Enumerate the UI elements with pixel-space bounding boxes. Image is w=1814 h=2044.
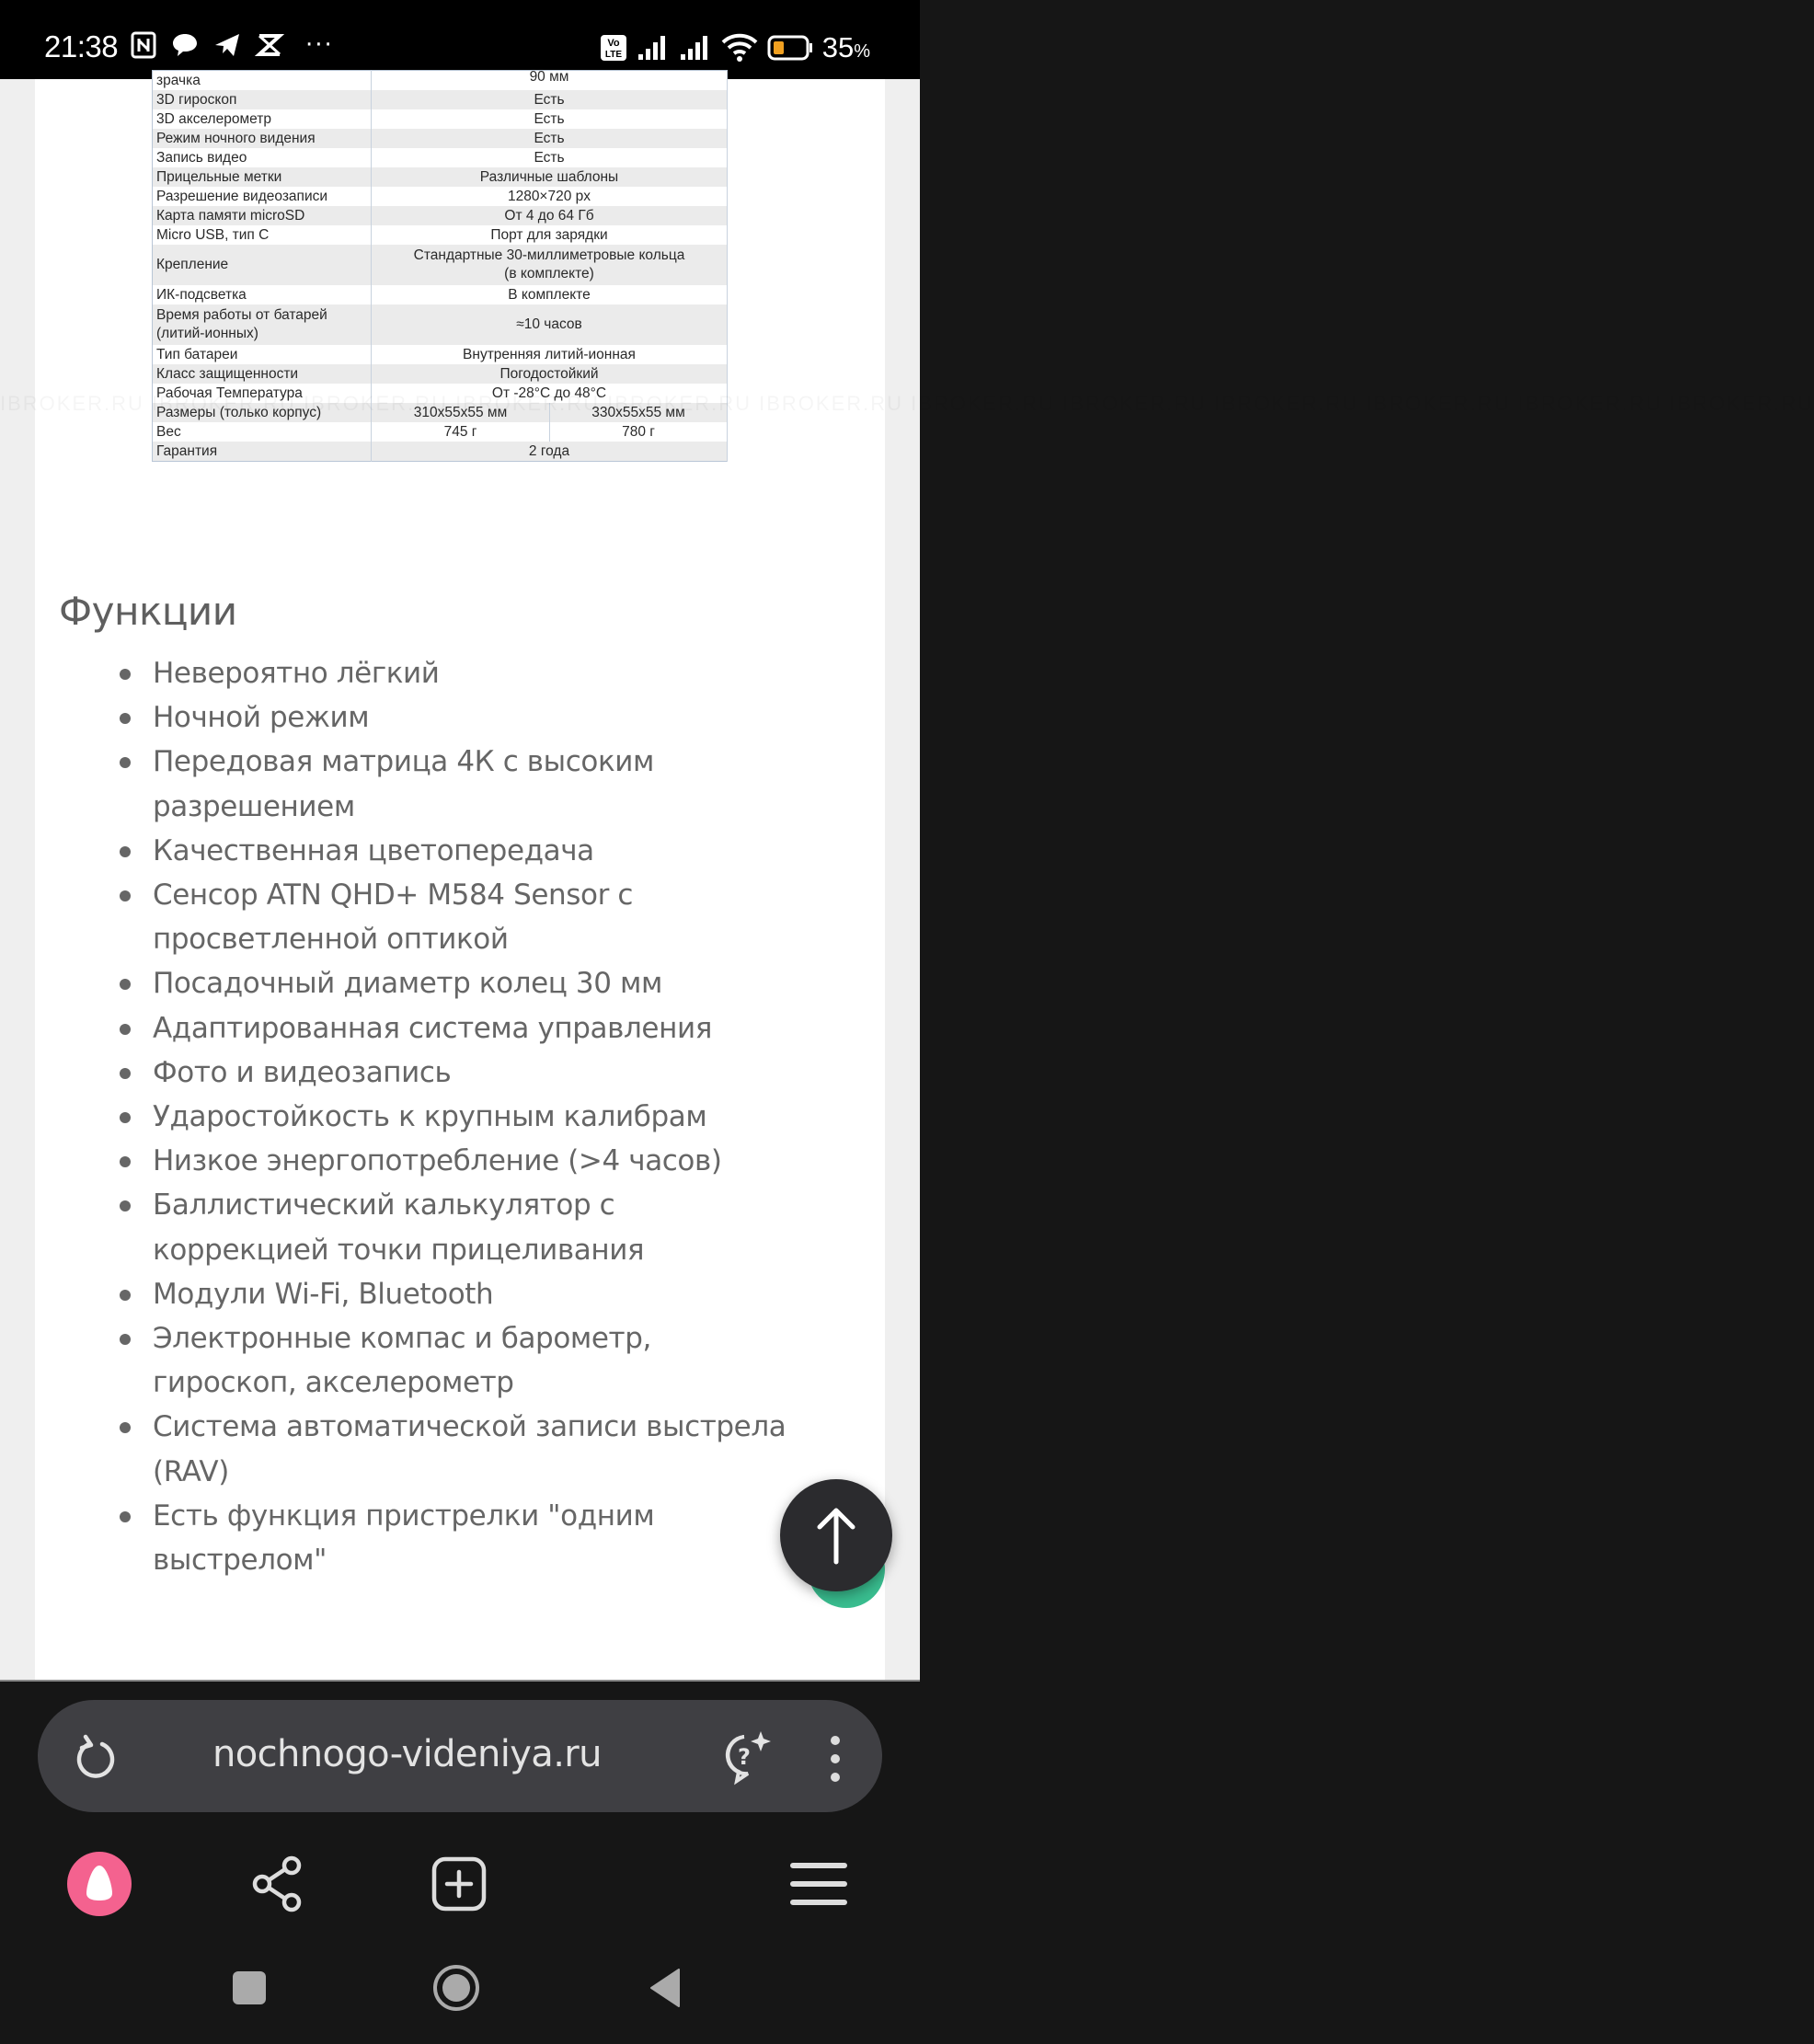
- plus-square-icon: [431, 1856, 487, 1912]
- main-menu-button[interactable]: [782, 1829, 855, 1939]
- recents-square-icon: [231, 1969, 268, 2006]
- home-circle-icon: [432, 1964, 480, 2012]
- table-row: Размеры (только корпус) 310x55x55 мм 330x55x55 мм: [153, 403, 728, 422]
- signal-1-icon: [637, 34, 670, 62]
- svg-text:Vo: Vo: [607, 38, 620, 49]
- list-item: Низкое энергопотребление (>4 часов): [153, 1139, 797, 1183]
- table-row: Разрешение видеозаписи 1280×720 px: [153, 187, 728, 206]
- list-item: Есть функция пристрелки "одним выстрелом": [153, 1494, 797, 1582]
- list-item: Адаптированная система управления: [153, 1006, 797, 1051]
- list-item: Баллистический калькулятор с коррекцией точки прицеливания: [153, 1183, 797, 1271]
- list-item: Передовая матрица 4К с высоким разрешением: [153, 740, 797, 828]
- list-item: Ночной режим: [153, 695, 797, 740]
- share-icon: [250, 1855, 305, 1913]
- share-button[interactable]: [241, 1829, 315, 1939]
- chat-bubble-icon: [171, 32, 199, 58]
- hamburger-icon: [790, 1861, 847, 1907]
- list-item: Фото и видеозапись: [153, 1051, 797, 1095]
- browser-toolbar: [0, 1829, 920, 1939]
- table-row: Гарантия 2 года: [153, 442, 728, 462]
- list-item: Невероятно лёгкий: [153, 651, 797, 695]
- ai-assistant-icon[interactable]: [717, 1728, 775, 1786]
- alice-icon: [66, 1851, 132, 1917]
- alice-assistant-button[interactable]: [63, 1829, 136, 1939]
- watermark: [0, 392, 920, 416]
- status-bar: [0, 0, 920, 79]
- recents-button[interactable]: [203, 1932, 295, 2044]
- battery-percent: 35%: [821, 31, 870, 63]
- table-row: Класс защищенности Погодостойкий: [153, 364, 728, 384]
- list-item: Ударостойкость к крупным калибрам: [153, 1095, 797, 1139]
- url-text[interactable]: nochnogo-videniya.ru: [212, 1733, 602, 1775]
- svg-text:LTE: LTE: [604, 50, 622, 60]
- system-icons: [600, 31, 870, 64]
- features-heading: Функции: [59, 589, 237, 634]
- table-row: Карта памяти microSD От 4 до 64 Гб: [153, 206, 728, 225]
- table-row: Прицельные метки Различные шаблоны: [153, 167, 728, 187]
- list-item: Посадочный диаметр колец 30 мм: [153, 961, 797, 1005]
- signal-2-icon: [679, 34, 712, 62]
- table-row: зрачка 90 мм: [153, 71, 728, 91]
- table-row: 3D гироскоп Есть: [153, 90, 728, 109]
- more-notifications-icon: ···: [305, 31, 334, 59]
- battery-icon: [767, 34, 813, 62]
- svg-text:?: ?: [738, 1744, 751, 1770]
- table-row: Запись видео Есть: [153, 148, 728, 167]
- system-navigation-bar: [0, 1932, 920, 2044]
- nfc-icon: [131, 31, 156, 59]
- features-list: [153, 651, 797, 1582]
- table-row: Крепление Стандартные 30-миллиметровые кольца (в комплекте): [153, 245, 728, 285]
- back-button[interactable]: [620, 1932, 712, 2044]
- table-row: ИК-подсветка В комплекте: [153, 285, 728, 304]
- arrow-up-icon: [814, 1507, 858, 1564]
- kebab-menu-icon[interactable]: [821, 1731, 849, 1786]
- table-row: 3D акселерометр Есть: [153, 109, 728, 129]
- volte-icon: [600, 34, 627, 62]
- table-row: Micro USB, тип C Порт для зарядки: [153, 225, 728, 245]
- table-row: Тип батареи Внутренняя литий-ионная: [153, 345, 728, 364]
- telegram-icon: [213, 32, 241, 58]
- capcut-icon: [256, 32, 283, 58]
- table-row: Время работы от батарей (литий-ионных) ≈10 часов: [153, 304, 728, 345]
- list-item: Сенсор ATN QHD+ M584 Sensor с просветленной оптикой: [153, 873, 797, 961]
- address-bar[interactable]: [38, 1700, 882, 1812]
- list-item: Система автоматической записи выстрела (RAV): [153, 1405, 797, 1493]
- reload-icon[interactable]: [71, 1733, 122, 1785]
- new-tab-button[interactable]: [422, 1829, 496, 1939]
- clock: 21:38: [44, 29, 119, 63]
- notification-icons: [131, 31, 334, 59]
- table-row: Рабочая Температура От -28°C до 48°C: [153, 384, 728, 403]
- list-item: Модули Wi-Fi, Bluetooth: [153, 1272, 797, 1316]
- scroll-to-top-button[interactable]: [780, 1479, 892, 1591]
- home-button[interactable]: [410, 1932, 502, 2044]
- table-row: Вес 745 г 780 г: [153, 422, 728, 442]
- list-item: Качественная цветопередача: [153, 829, 797, 873]
- table-row: Режим ночного видения Есть: [153, 129, 728, 148]
- list-item: Электронные компас и барометр, гироскоп, акселерометр: [153, 1316, 797, 1405]
- wifi-icon: [721, 33, 758, 63]
- web-page[interactable]: [0, 69, 920, 1680]
- back-triangle-icon: [648, 1968, 684, 2008]
